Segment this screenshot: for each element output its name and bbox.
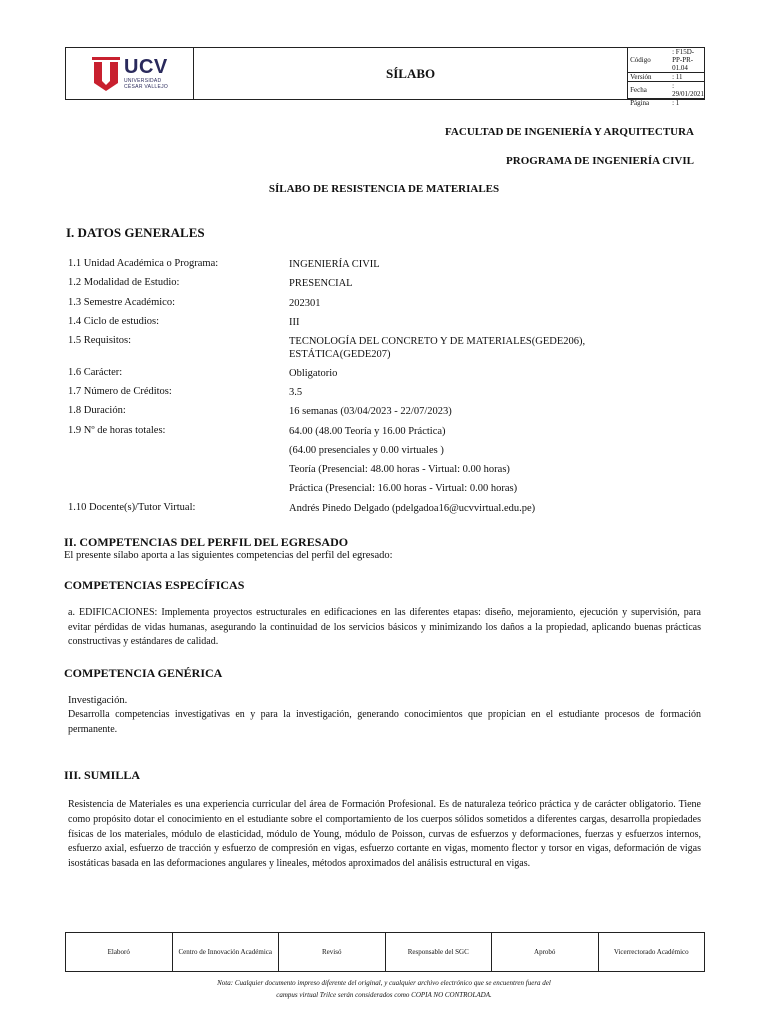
approvals-table bbox=[65, 932, 705, 972]
datos-value: ESTÁTICA(GEDE207) bbox=[289, 349, 391, 360]
datos-label: 1.8 Duración: bbox=[68, 405, 126, 416]
datos-value: (64.00 presenciales y 0.00 virtuales ) bbox=[289, 445, 444, 456]
approval-cell: Aprobó bbox=[492, 933, 599, 971]
meta-row-version: Versión : 11 bbox=[628, 73, 704, 82]
datos-value: Obligatorio bbox=[289, 368, 338, 379]
header-table bbox=[65, 47, 705, 107]
generica-title: Investigación. bbox=[68, 695, 128, 706]
datos-label: 1.3 Semestre Académico: bbox=[68, 297, 176, 308]
approval-cell: Responsable del SGC bbox=[386, 933, 493, 971]
approval-cell: Centro de Innovación Académica bbox=[173, 933, 280, 971]
document-title: SÍLABO bbox=[194, 48, 628, 99]
approval-cell: Revisó bbox=[279, 933, 386, 971]
syllabus-title: SÍLABO DE RESISTENCIA DE MATERIALES bbox=[268, 183, 500, 195]
section-heading-datos: I. DATOS GENERALES bbox=[66, 225, 205, 240]
approval-cell: Vicerrectorado Académico bbox=[613, 948, 689, 956]
logo-cell bbox=[66, 48, 194, 99]
competencias-intro: El presente sílabo aporta a las siguientes competencias del perfil del egresado: bbox=[64, 550, 393, 561]
datos-label: 1.4 Ciclo de estudios: bbox=[68, 316, 159, 327]
subheading-generica: COMPETENCIA GENÉRICA bbox=[64, 666, 223, 680]
datos-value: TECNOLOGÍA DEL CONCRETO Y DE MATERIALES(GEDE206), bbox=[289, 336, 586, 347]
datos-value: Andrés Pinedo Delgado (pdelgadoa16@ucvvirtual.edu.pe) bbox=[289, 503, 536, 514]
especificas-text: a. EDIFICACIONES: Implementa proyectos estructurales en edificaciones en las diferentes etapas: diseño, mejoramiento, ejecución y supervisión, para evitar pérdidas de vidas humanas, asegurando la continuidad de los servicios básicos y minimizando los daños a la propiedad, aplicando buenas prácticas constructivas y estándares de calidad. bbox=[68, 607, 701, 647]
program-name: PROGRAMA DE INGENIERÍA CIVIL bbox=[506, 155, 694, 167]
ucv-logo-icon bbox=[92, 57, 120, 91]
datos-label: 1.9 Nº de horas totales: bbox=[68, 425, 166, 436]
datos-value: 202301 bbox=[289, 298, 321, 309]
datos-value: Práctica (Presencial: 16.00 horas - Virtual: 0.00 horas) bbox=[289, 483, 518, 494]
datos-value: III bbox=[289, 317, 300, 328]
faculty-name: FACULTAD DE INGENIERÍA Y ARQUITECTURA bbox=[445, 126, 694, 138]
datos-value: PRESENCIAL bbox=[289, 278, 353, 289]
datos-label: 1.5 Requisitos: bbox=[68, 335, 132, 346]
datos-value: 64.00 (48.00 Teoría y 16.00 Práctica) bbox=[289, 426, 446, 437]
approval-cell: Elaboró bbox=[66, 933, 173, 971]
datos-value: 16 semanas (03/04/2023 - 22/07/2023) bbox=[289, 406, 452, 417]
meta-row-pagina: Página : 1 bbox=[630, 99, 680, 107]
meta-row-codigo: Código : F15D-PP-PR-01.04 bbox=[628, 48, 704, 73]
document-meta bbox=[628, 48, 704, 107]
datos-label: 1.10 Docente(s)/Tutor Virtual: bbox=[68, 502, 196, 513]
datos-value: Teoría (Presencial: 48.00 horas - Virtual: 0.00 horas) bbox=[289, 464, 510, 475]
datos-label: 1.2 Modalidad de Estudio: bbox=[68, 277, 180, 288]
section-heading-competencias: II. COMPETENCIAS DEL PERFIL DEL EGRESADO bbox=[64, 535, 349, 549]
datos-value: INGENIERÍA CIVIL bbox=[289, 259, 380, 270]
meta-row-fecha: Fecha : 29/01/2021 bbox=[630, 82, 704, 98]
logo-wordmark: UCV bbox=[124, 56, 168, 78]
datos-label: 1.1 Unidad Académica o Programa: bbox=[68, 258, 219, 269]
subheading-especificas: COMPETENCIAS ESPECÍFICAS bbox=[64, 578, 245, 592]
logo-subtitle: UNIVERSIDAD CÉSAR VALLEJO bbox=[124, 78, 169, 90]
section-heading-sumilla: III. SUMILLA bbox=[64, 768, 141, 782]
generica-text: Desarrolla competencias investigativas en y para la investigación, generando conocimientos que propician en el estudiante procesos de formación permanente. bbox=[68, 709, 701, 735]
datos-value: 3.5 bbox=[289, 387, 303, 398]
datos-label: 1.6 Carácter: bbox=[68, 367, 123, 378]
sumilla-text: Resistencia de Materiales es una experiencia curricular del área de Formación Profesional. Es de naturaleza teórico práctica y de carácter obligatorio. Tiene como propósito dotar el conocimiento en el estudiante sobre el comportamiento de los cuerpos sólidos sometidos a diferentes cargas, desarrolla propiedades físicas de los materiales, módulo de elasticidad, módulo de Young, módulo de Poisson, curvas de esfuerzos y deformaciones, fuerzas y esfuerzos internos, esfuerzo axial, esfuerzo de tracción y esfuerzo de compresión en vigas, esfuerzo cortante en vigas, momento flector y torsor en vigas, deformación de vigas isostáticas basada en las deformaciones angulares y lineales, métodos aproximados del análisis estructural en vigas. bbox=[68, 799, 701, 870]
datos-label: 1.7 Número de Créditos: bbox=[68, 386, 172, 397]
footer-note: Nota: Cualquier documento impreso diferente del original, y cualquier archivo electrónico que se encuentren fuera del campus virtual Trilce serán considerados como COPIA NO CONTROLADA. bbox=[217, 979, 551, 999]
